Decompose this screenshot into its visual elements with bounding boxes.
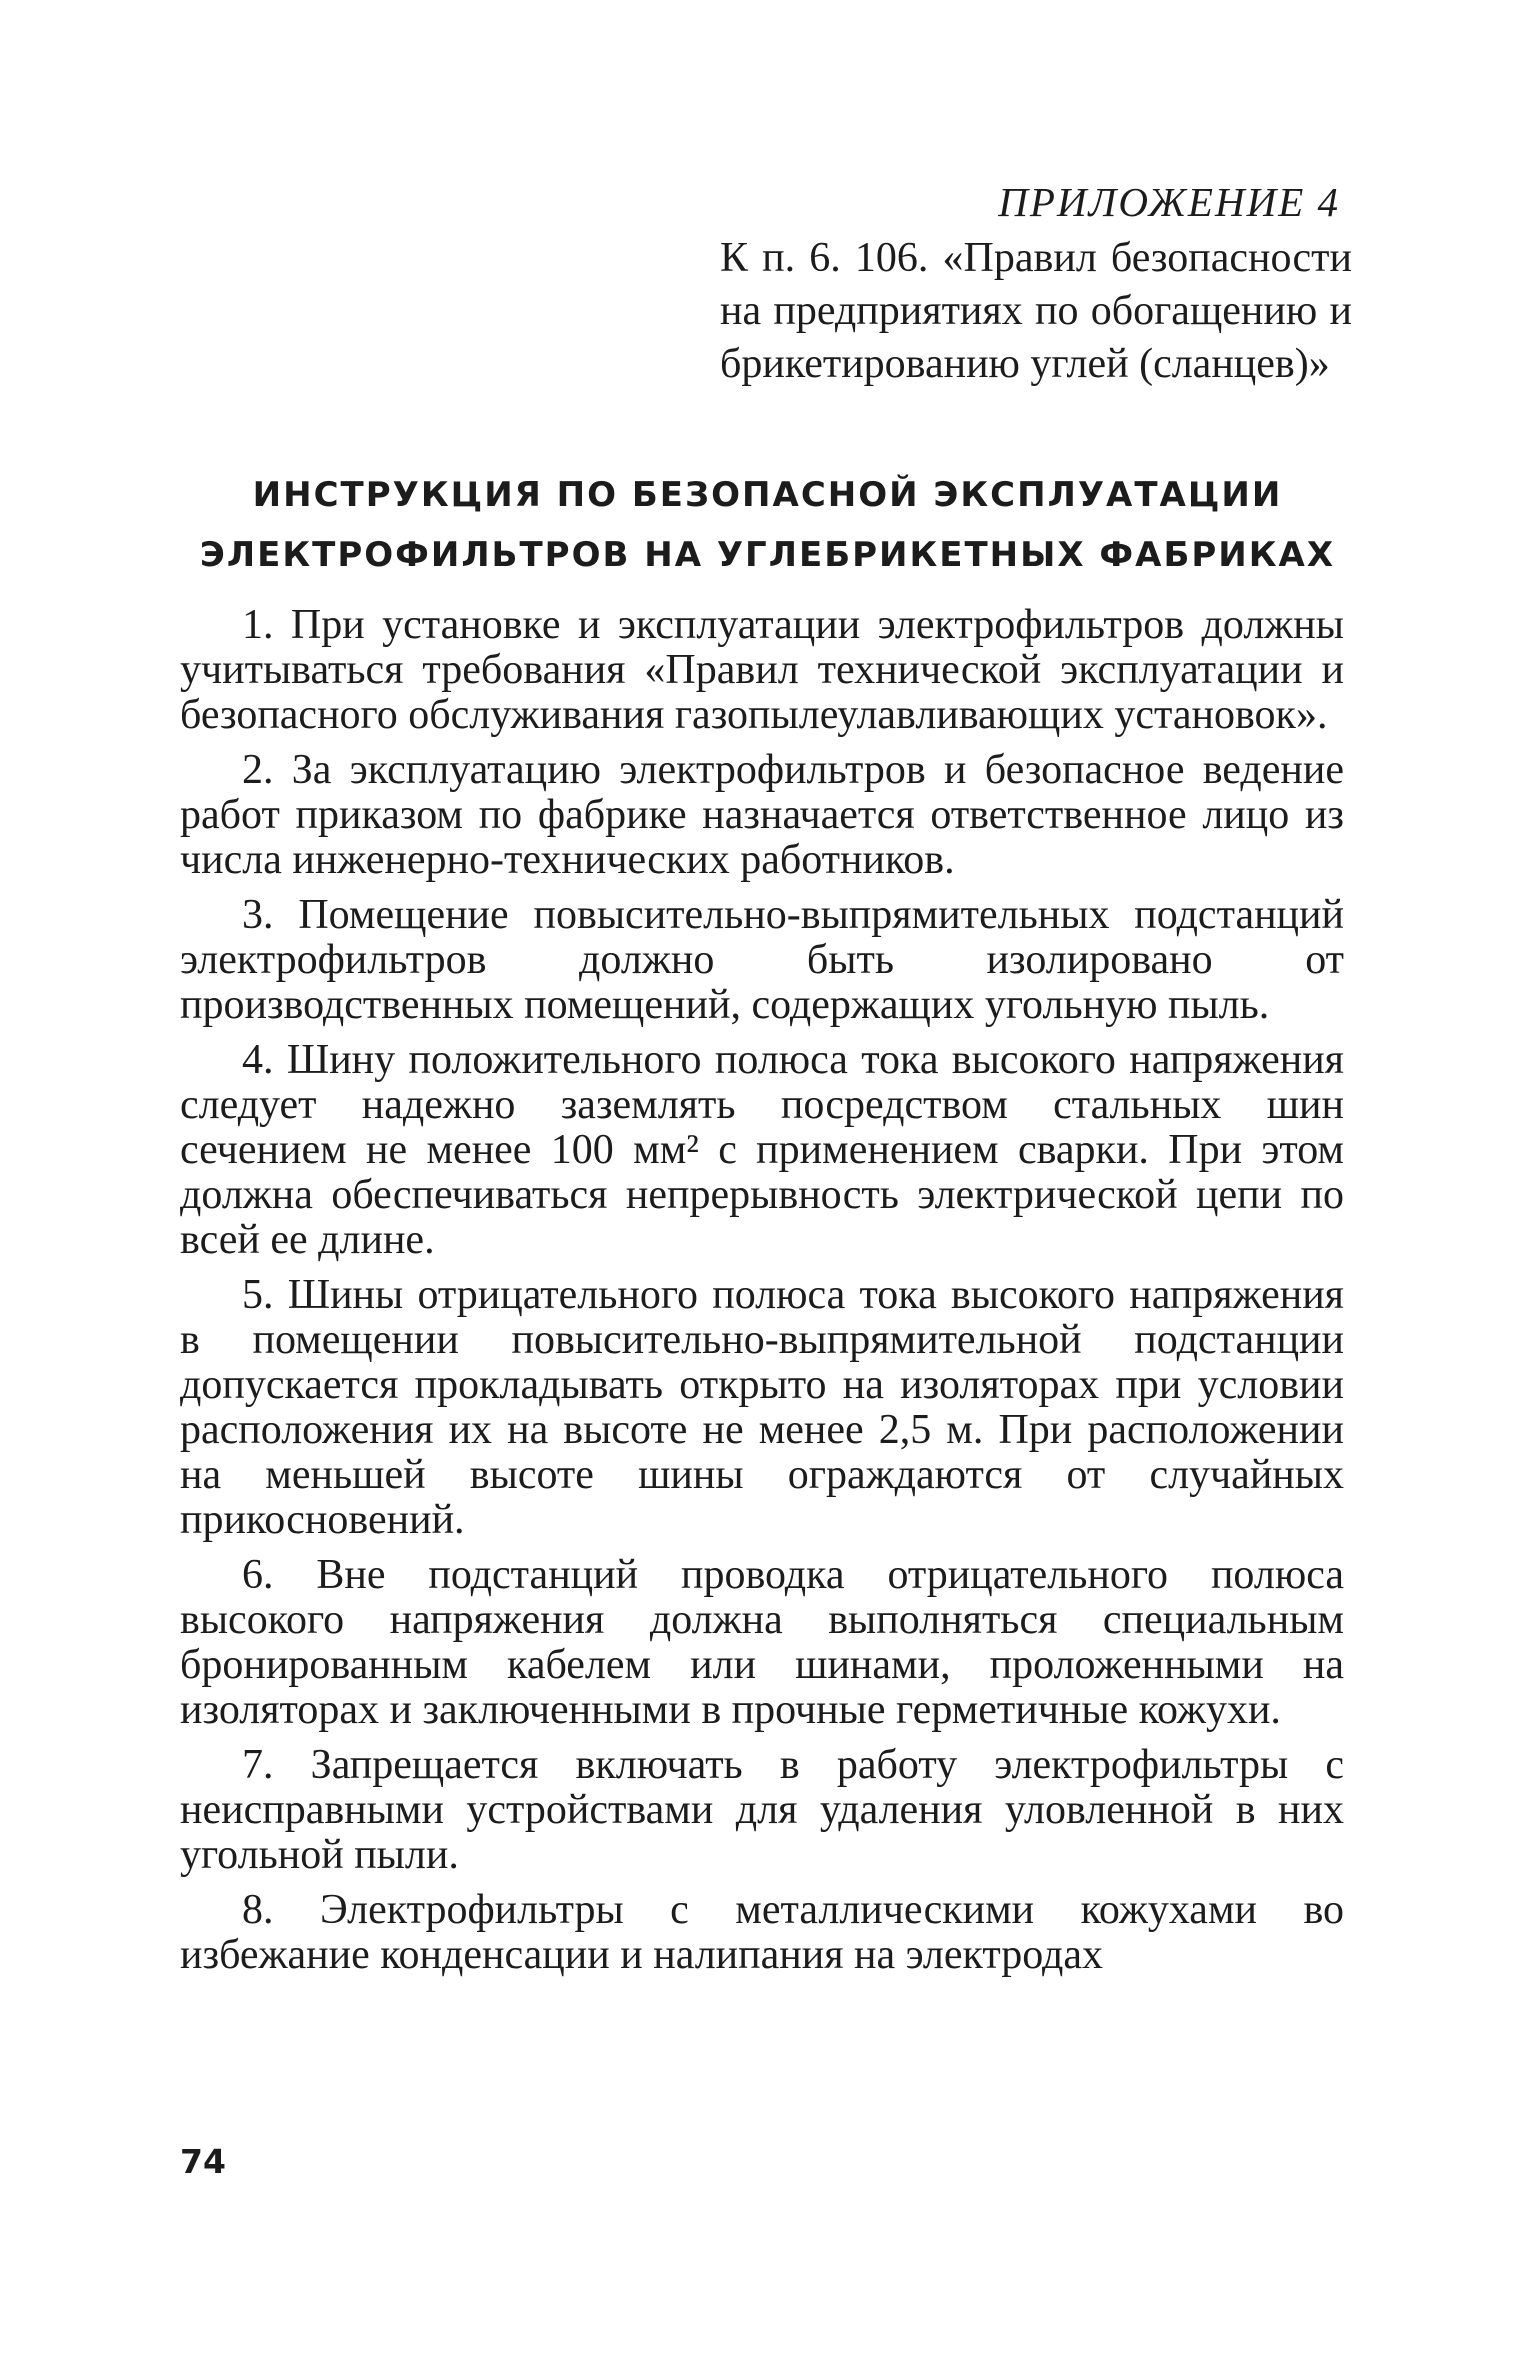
paragraph-6: 6. Вне подстанций проводка отрицательного полюса высокого напряжения должна выполняться специальным бронированным кабелем или шинами, проложенными на изоляторах и заключенными в прочные герметичные кожухи. <box>180 1552 1344 1733</box>
paragraph-5: 5. Шины отрицательного полюса тока высокого напряжения в помещении повысительно-выпрямительной подстанции допускается прокладывать открыто на изоляторах при условии расположения их на высоте не менее 2,5 м. При расположении на меньшей высоте шины ограждаются от случайных прикосновений. <box>180 1272 1344 1543</box>
rules-reference: К п. 6. 106. «Правил безопасности на предприятиях по обогащению и брикетированию углей (сланцев)» <box>720 235 1352 387</box>
paragraph-2: 2. За эксплуатацию электрофильтров и безопасное ведение работ приказом по фабрике назначается ответственное лицо из числа инженерно-технических работников. <box>180 747 1344 883</box>
paragraph-3: 3. Помещение повысительно-выпрямительных подстанций электрофильтров должно быть изолировано от производственных помещений, содержащих угольную пыль. <box>180 892 1344 1028</box>
appendix-label: ПРИЛОЖЕНИЕ 4 <box>998 179 1340 225</box>
title-line-1: ИНСТРУКЦИЯ ПО БЕЗОПАСНОЙ ЭКСПЛУАТАЦИИ <box>252 475 1283 515</box>
paragraph-1: 1. При установке и эксплуатации электрофильтров должны учитываться требования «Правил технической эксплуатации и безопасного обслуживания газопылеулавливающих установок». <box>180 602 1344 738</box>
title-line-2: ЭЛЕКТРОФИЛЬТРОВ НА УГЛЕБРИКЕТНЫХ ФАБРИКАХ <box>199 535 1336 575</box>
paragraph-4: 4. Шину положительного полюса тока высокого напряжения следует надежно заземлять посредством стальных шин сечением не менее 100 мм² с применением сварки. При этом должна обеспечиваться непрерывность электрической цепи по всей ее длине. <box>180 1037 1344 1263</box>
document-title <box>180 465 1355 585</box>
page-number: 74 <box>180 2142 226 2181</box>
paragraph-7: 7. Запрещается включать в работу электрофильтры с неисправными устройствами для удаления уловленной в них угольной пыли. <box>180 1742 1344 1878</box>
paragraph-8: 8. Электрофильтры с металлическими кожухами во избежание конденсации и налипания на электродах <box>180 1887 1344 1978</box>
instruction-body <box>180 603 1344 1988</box>
